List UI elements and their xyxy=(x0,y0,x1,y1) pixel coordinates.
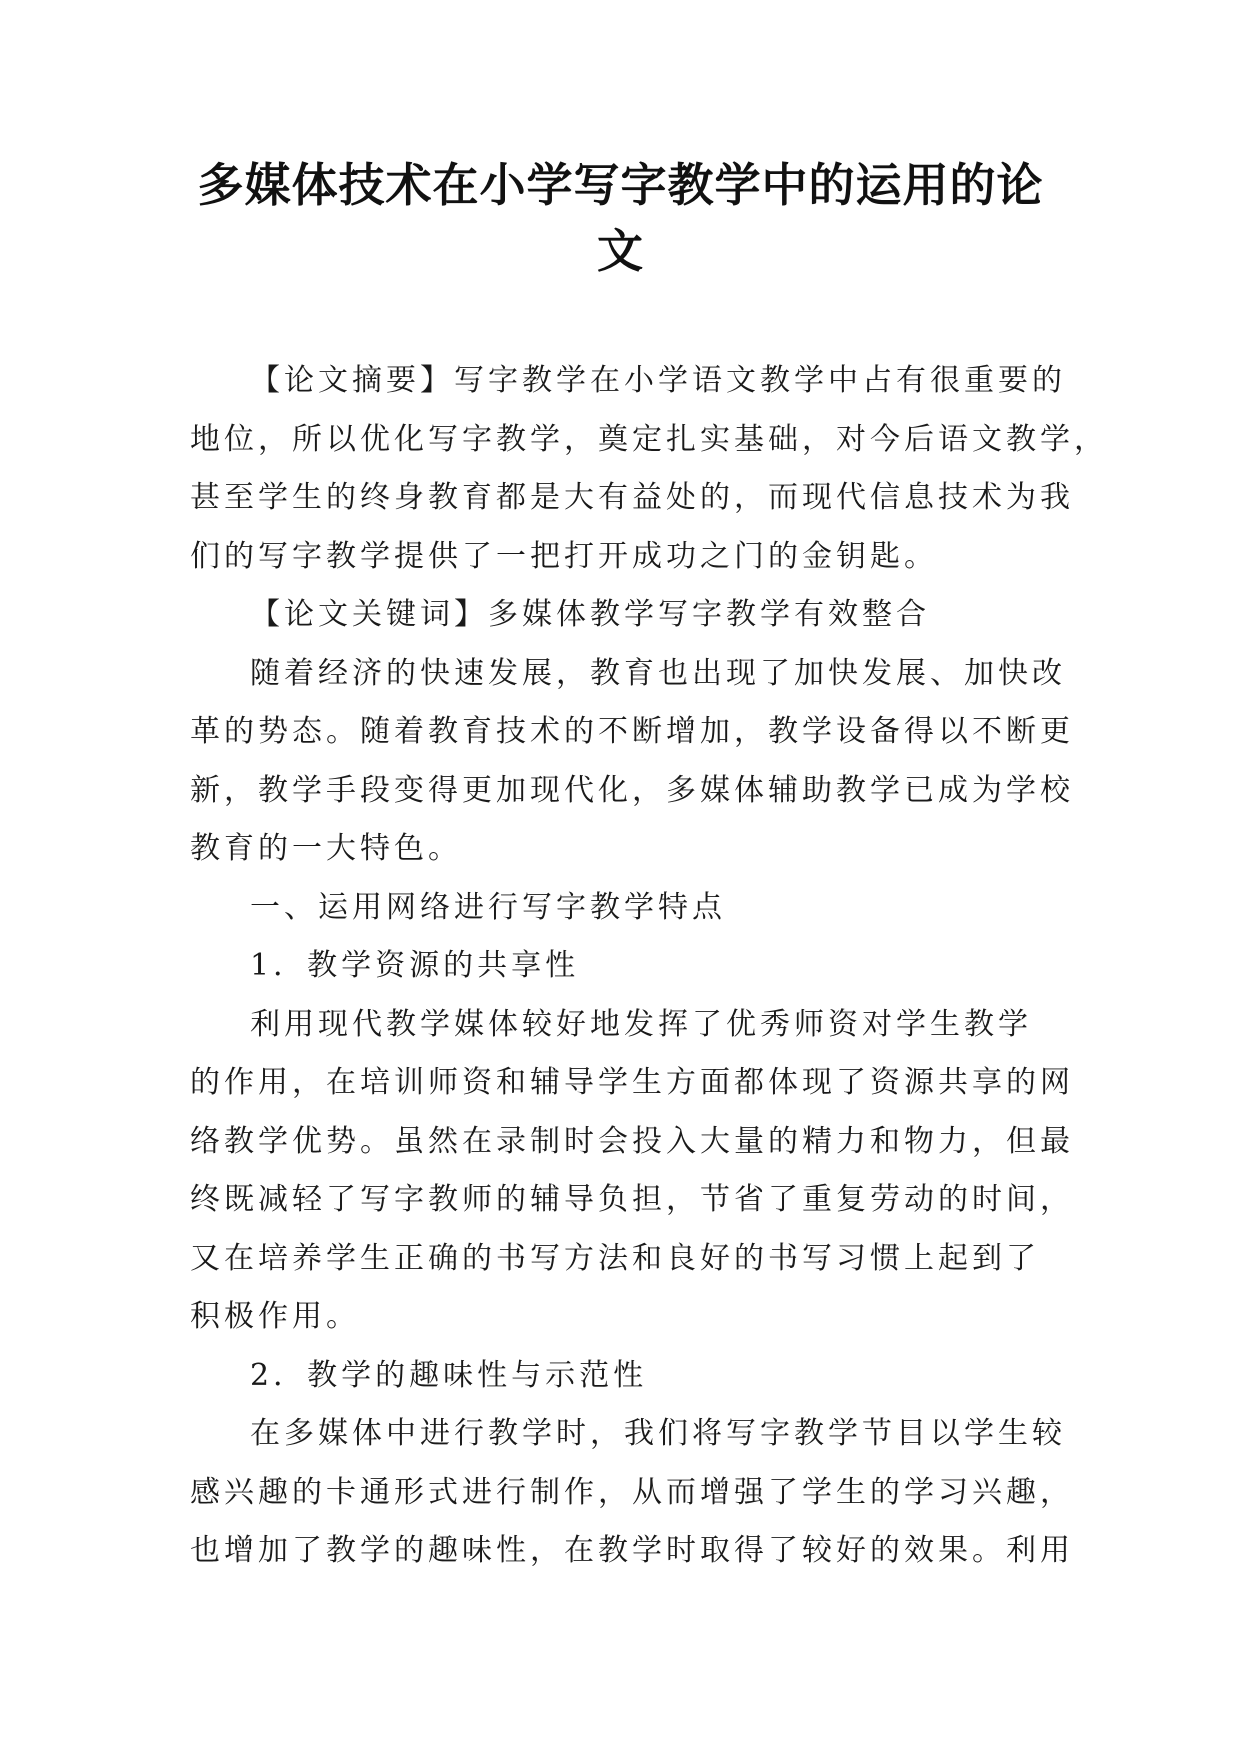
text-line: 感兴趣的卡通形式进行制作，从而增强了学生的学习兴趣， xyxy=(190,1474,1074,1510)
text-line: 革的势态。随着教育技术的不断增加，教学设备得以不断更 xyxy=(190,714,1074,749)
keywords-paragraph xyxy=(190,586,1058,645)
text-line: 一、运用网络进行写字教学特点 xyxy=(250,889,726,925)
text-line: 的作用，在培训师资和辅导学生方面都体现了资源共享的网 xyxy=(190,1065,1074,1100)
section-heading-1 xyxy=(190,879,1058,938)
body-paragraph-interest xyxy=(190,1405,1074,1581)
subsection-heading-1 xyxy=(190,937,1058,996)
text-line: 1．教学资源的共享性 xyxy=(250,948,580,983)
document-title xyxy=(150,152,1091,284)
text-line: 络教学优势。虽然在录制时会投入大量的精力和物力，但最 xyxy=(190,1123,1074,1159)
text-line: 教育的一大特色。 xyxy=(190,831,462,866)
text-line: 新，教学手段变得更加现代化，多媒体辅助教学已成为学校 xyxy=(190,772,1074,808)
subsection-heading-2 xyxy=(190,1347,1058,1406)
text-line: 随着经济的快速发展，教育也出现了加快发展、加快改 xyxy=(250,655,1066,691)
text-line: 利用现代教学媒体较好地发挥了优秀师资对学生教学 xyxy=(250,1006,1032,1042)
document-title-line-2: 文 xyxy=(597,224,644,278)
intro-paragraph xyxy=(190,645,1074,879)
document-title-line-1: 多媒体技术在小学写字教学中的运用的论 xyxy=(197,158,1044,212)
text-line: 也增加了教学的趣味性，在教学时取得了较好的效果。利用 xyxy=(190,1533,1074,1568)
abstract-paragraph xyxy=(190,352,1108,586)
text-line: 地位，所以优化写字教学，奠定扎实基础，对今后语文教学， xyxy=(190,421,1108,457)
text-line: 们的写字教学提供了一把打开成功之门的金钥匙。 xyxy=(190,538,938,574)
text-line: 【论文摘要】写字教学在小学语文教学中占有很重要的 xyxy=(250,363,1066,398)
text-line: 又在培养学生正确的书写方法和良好的书写习惯上起到了 xyxy=(190,1240,1040,1276)
document-body xyxy=(190,352,1108,1581)
text-line: 甚至学生的终身教育都是大有益处的，而现代信息技术为我 xyxy=(190,480,1074,515)
text-line: 2．教学的趣味性与示范性 xyxy=(250,1357,648,1393)
text-line: 在多媒体中进行教学时，我们将写字教学节目以学生较 xyxy=(250,1416,1066,1451)
text-line: 【论文关键词】多媒体教学写字教学有效整合 xyxy=(250,597,930,632)
text-line: 积极作用。 xyxy=(190,1299,360,1334)
text-line: 终既减轻了写字教师的辅导负担，节省了重复劳动的时间， xyxy=(190,1182,1074,1217)
body-paragraph-resource-sharing xyxy=(190,996,1074,1347)
